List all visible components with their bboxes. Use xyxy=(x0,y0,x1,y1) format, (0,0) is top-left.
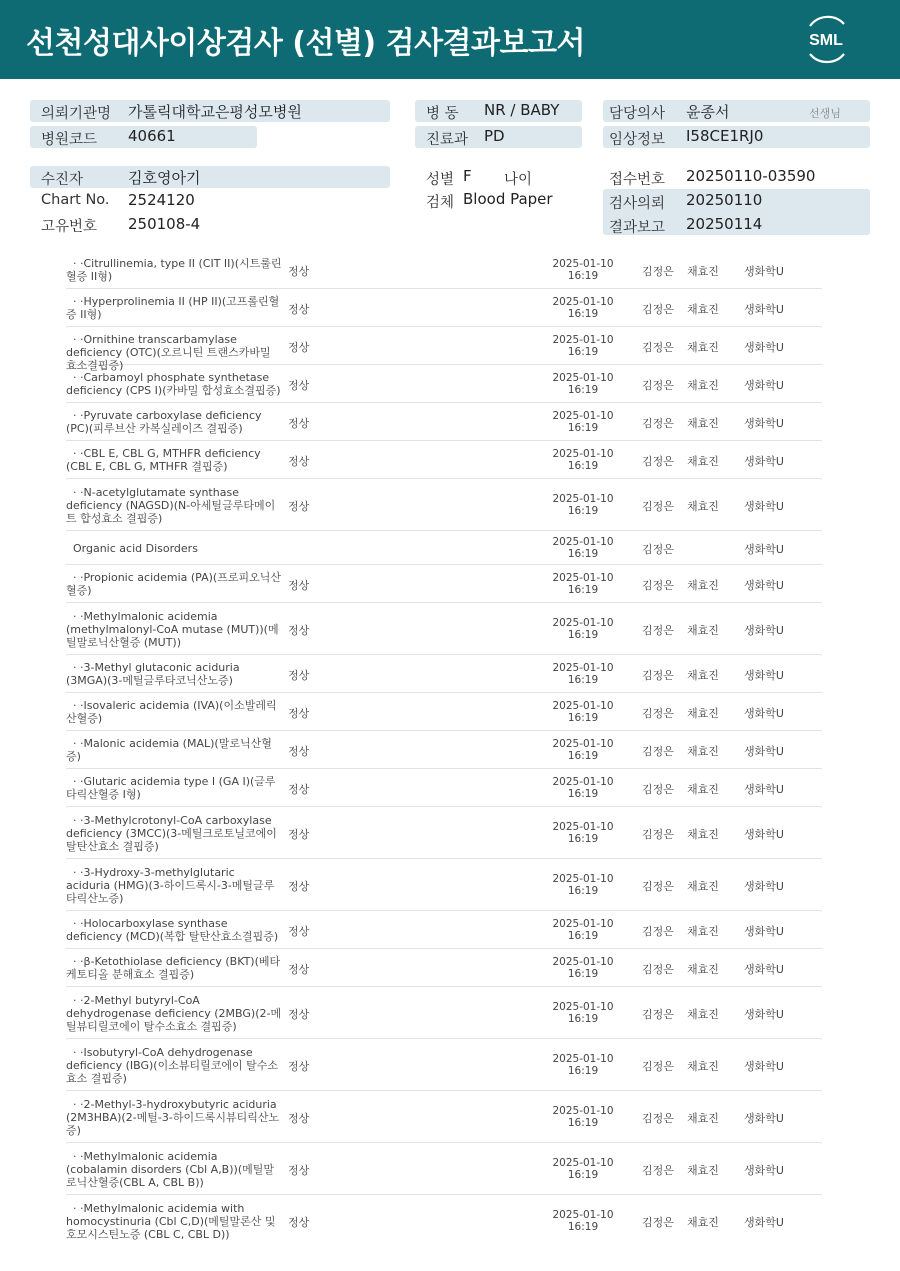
lab-department: 생화학U xyxy=(744,1216,784,1229)
lab-department: 생화학U xyxy=(744,455,784,468)
department-label: 진료과 xyxy=(426,132,469,148)
result-row xyxy=(66,365,822,403)
result-time: 16:19 xyxy=(567,460,599,472)
lab-department: 생화학U xyxy=(744,783,784,796)
request-date-value: 20250110 xyxy=(686,191,763,209)
reviewer-name: 채효진 xyxy=(687,1008,719,1021)
result-time: 16:19 xyxy=(567,712,599,724)
result-row xyxy=(66,327,822,372)
lab-department: 생화학U xyxy=(744,880,784,893)
test-result: 정상 xyxy=(288,265,310,278)
clinical-info-value: I58CE1RJ0 xyxy=(686,127,764,145)
test-result: 정상 xyxy=(288,1008,310,1021)
result-time: 16:19 xyxy=(567,384,599,396)
test-result: 정상 xyxy=(288,624,310,637)
test-name: · ·β-Ketothiolase deficiency (BKT)(베타케토티올 분해효소 결핍증) xyxy=(66,955,281,981)
result-time: 16:19 xyxy=(567,548,599,560)
result-datetime xyxy=(550,738,616,762)
doctor-honorific: 선생님 xyxy=(809,107,841,120)
reviewer-name: 채효진 xyxy=(687,341,719,354)
result-row xyxy=(66,1195,822,1247)
result-time: 16:19 xyxy=(567,629,599,641)
receipt-no-value: 20250110-03590 xyxy=(686,167,816,185)
lab-department: 생화학U xyxy=(744,417,784,430)
patient-value: 김호영아기 xyxy=(128,169,201,187)
tester-name: 김정은 xyxy=(642,265,674,278)
lab-department: 생화학U xyxy=(744,828,784,841)
lab-department: 생화학U xyxy=(744,1164,784,1177)
result-time: 16:19 xyxy=(567,1065,599,1077)
doctor-value: 윤종서 xyxy=(686,103,730,121)
department-value: PD xyxy=(484,127,505,145)
test-result: 정상 xyxy=(288,1164,310,1177)
lab-department: 생화학U xyxy=(744,624,784,637)
test-name: · ·Pyruvate carboxylase deficiency (PC)(피루브산 카복실레이즈 결핍증) xyxy=(66,409,266,435)
result-datetime xyxy=(550,617,616,641)
result-row xyxy=(66,403,822,441)
test-name: · ·Ornithine transcarbamylase deficiency (OTC)(오르니틴 트랜스카바밀 효소결핍증) xyxy=(66,333,275,372)
lab-department: 생화학U xyxy=(744,265,784,278)
tester-name: 김정은 xyxy=(642,1060,674,1073)
reviewer-name: 채효진 xyxy=(687,265,719,278)
lab-department: 생화학U xyxy=(744,543,784,556)
result-row xyxy=(66,807,822,859)
test-name: · ·3-Methylcrotonyl-CoA carboxylase deficiency (3MCC)(3-메틸크로토닐코에이 탈탄산효소 결핍증) xyxy=(66,814,281,853)
tester-name: 김정은 xyxy=(642,745,674,758)
reviewer-name: 채효진 xyxy=(687,1112,719,1125)
result-date: 2025-01-10 xyxy=(552,776,614,788)
test-result: 정상 xyxy=(288,303,310,316)
test-result: 정상 xyxy=(288,579,310,592)
result-date: 2025-01-10 xyxy=(552,410,614,422)
test-result: 정상 xyxy=(288,455,310,468)
test-name: · ·2-Methyl butyryl-CoA dehydrogenase deficiency (2MBG)(2-메틸뷰티릴코에이 탈수소효소 결핍증) xyxy=(66,994,282,1033)
report-date-value: 20250114 xyxy=(686,215,763,233)
result-datetime xyxy=(550,1157,616,1181)
result-date: 2025-01-10 xyxy=(552,700,614,712)
result-date: 2025-01-10 xyxy=(552,258,614,270)
reviewer-name: 채효진 xyxy=(687,707,719,720)
lab-department: 생화학U xyxy=(744,925,784,938)
result-datetime xyxy=(550,821,616,845)
patient-label: 수진자 xyxy=(41,172,84,188)
hospital-code-value: 40661 xyxy=(128,127,176,145)
result-date: 2025-01-10 xyxy=(552,617,614,629)
tester-name: 김정은 xyxy=(642,579,674,592)
result-row xyxy=(66,1039,822,1091)
test-name: · ·Holocarboxylase synthase deficiency (MCD)(복합 탈탄산효소결핍증) xyxy=(66,917,279,943)
report-title: 선천성대사이상검사 (선별) 검사결과보고서 xyxy=(26,26,585,61)
sml-logo xyxy=(798,12,854,66)
lab-department: 생화학U xyxy=(744,303,784,316)
tester-name: 김정은 xyxy=(642,963,674,976)
test-result: 정상 xyxy=(288,500,310,513)
tester-name: 김정은 xyxy=(642,417,674,430)
result-datetime xyxy=(550,700,616,724)
result-time: 16:19 xyxy=(567,346,599,358)
test-result: 정상 xyxy=(288,379,310,392)
lab-department: 생화학U xyxy=(744,500,784,513)
test-result: 정상 xyxy=(288,707,310,720)
result-row xyxy=(66,251,822,289)
result-date: 2025-01-10 xyxy=(552,372,614,384)
tester-name: 김정은 xyxy=(642,455,674,468)
ward-value: NR / BABY xyxy=(484,101,560,119)
test-result: 정상 xyxy=(288,925,310,938)
result-time: 16:19 xyxy=(567,308,599,320)
result-row xyxy=(66,859,822,911)
test-name: · ·CBL E, CBL G, MTHFR deficiency (CBL E, CBL G, MTHFR 결핍증) xyxy=(66,447,265,473)
test-result: 정상 xyxy=(288,783,310,796)
result-datetime xyxy=(550,334,616,358)
result-datetime xyxy=(550,258,616,282)
reviewer-name: 채효진 xyxy=(687,669,719,682)
reviewer-name: 채효진 xyxy=(687,925,719,938)
result-date: 2025-01-10 xyxy=(552,918,614,930)
test-name: · ·Carbamoyl phosphate synthetase deficiency (CPS I)(카바밀 합성효소결핍증) xyxy=(66,371,281,397)
reviewer-name: 채효진 xyxy=(687,303,719,316)
result-row xyxy=(66,731,822,769)
result-datetime xyxy=(550,662,616,686)
reviewer-name: 채효진 xyxy=(687,379,719,392)
result-row xyxy=(66,769,822,807)
result-date: 2025-01-10 xyxy=(552,448,614,460)
result-datetime xyxy=(550,1053,616,1077)
tester-name: 김정은 xyxy=(642,880,674,893)
patient-band xyxy=(30,166,390,188)
institution-value: 가톨릭대학교은평성모병원 xyxy=(128,103,302,121)
result-row xyxy=(66,1143,822,1195)
specimen-label: 검체 xyxy=(426,195,455,211)
test-name: Organic acid Disorders xyxy=(66,542,198,555)
result-row xyxy=(66,911,822,949)
result-time: 16:19 xyxy=(567,750,599,762)
result-date: 2025-01-10 xyxy=(552,956,614,968)
result-row xyxy=(66,1091,822,1143)
age-label: 나이 xyxy=(504,172,533,188)
result-time: 16:19 xyxy=(567,1013,599,1025)
test-name: · ·Methylmalonic acidemia (methylmalonyl-CoA mutase (MUT))(메틸말로닉산혈증 (MUT)) xyxy=(66,610,279,649)
test-name: · ·Methylmalonic acidemia with homocystinuria (Cbl C,D)(메틸말론산 및 호모시스틴노증 (CBL C, CBL D)) xyxy=(66,1202,280,1241)
tester-name: 김정은 xyxy=(642,1112,674,1125)
result-datetime xyxy=(550,1001,616,1025)
unique-no-value: 250108-4 xyxy=(128,215,201,233)
ward-label: 병 동 xyxy=(426,106,459,122)
sex-value: F xyxy=(463,167,472,185)
result-datetime xyxy=(550,776,616,800)
lab-department: 생화학U xyxy=(744,379,784,392)
reviewer-name: 채효진 xyxy=(687,624,719,637)
report-header xyxy=(0,0,900,79)
reviewer-name: 채효진 xyxy=(687,963,719,976)
tester-name: 김정은 xyxy=(642,669,674,682)
test-result: 정상 xyxy=(288,828,310,841)
test-result: 정상 xyxy=(288,1216,310,1229)
result-time: 16:19 xyxy=(567,968,599,980)
test-name: · ·Hyperprolinemia II (HP II)(고프롤린혈증 II형) xyxy=(66,295,280,321)
test-name: · ·Methylmalonic acidemia (cobalamin disorders (Cbl A,B))(메틸말로닉산혈증(CBL A, CBL B)) xyxy=(66,1150,274,1189)
reviewer-name: 채효진 xyxy=(687,828,719,841)
test-result: 정상 xyxy=(288,669,310,682)
result-time: 16:19 xyxy=(567,1221,599,1233)
tester-name: 김정은 xyxy=(642,1008,674,1021)
result-date: 2025-01-10 xyxy=(552,821,614,833)
result-row xyxy=(66,603,822,655)
test-result: 정상 xyxy=(288,880,310,893)
tester-name: 김정은 xyxy=(642,500,674,513)
result-date: 2025-01-10 xyxy=(552,1105,614,1117)
patient-info xyxy=(0,95,900,240)
result-date: 2025-01-10 xyxy=(552,662,614,674)
reviewer-name: 채효진 xyxy=(687,880,719,893)
result-date: 2025-01-10 xyxy=(552,536,614,548)
lab-department: 생화학U xyxy=(744,669,784,682)
chart-no-value: 2524120 xyxy=(128,191,195,209)
test-result: 정상 xyxy=(288,1060,310,1073)
doctor-label: 담당의사 xyxy=(609,106,666,122)
test-name: · ·Isobutyryl-CoA dehydrogenase deficiency (IBG)(이소뷰티릴코에이 탈수소효소 결핍증) xyxy=(66,1046,278,1085)
reviewer-name: 채효진 xyxy=(687,455,719,468)
result-date: 2025-01-10 xyxy=(552,1157,614,1169)
result-date: 2025-01-10 xyxy=(552,334,614,346)
sex-label: 성별 xyxy=(426,172,455,188)
test-name: · ·Malonic acidemia (MAL)(말로닉산혈증) xyxy=(66,737,272,763)
result-row xyxy=(66,565,822,603)
tester-name: 김정은 xyxy=(642,1164,674,1177)
result-time: 16:19 xyxy=(567,674,599,686)
test-name: · ·Isovaleric acidemia (IVA)(이소발레릭산혈증) xyxy=(66,699,277,725)
tester-name: 김정은 xyxy=(642,543,674,556)
reviewer-name: 채효진 xyxy=(687,1216,719,1229)
report-date-label: 결과보고 xyxy=(609,220,666,236)
result-datetime xyxy=(550,956,616,980)
result-date: 2025-01-10 xyxy=(552,1001,614,1013)
specimen-value: Blood Paper xyxy=(463,190,553,208)
tester-name: 김정은 xyxy=(642,1216,674,1229)
unique-no-label: 고유번호 xyxy=(41,219,98,235)
lab-department: 생화학U xyxy=(744,963,784,976)
result-time: 16:19 xyxy=(567,833,599,845)
test-result: 정상 xyxy=(288,745,310,758)
chart-no-label: Chart No. xyxy=(41,192,110,208)
reviewer-name: 채효진 xyxy=(687,783,719,796)
reviewer-name: 채효진 xyxy=(687,417,719,430)
reviewer-name: 채효진 xyxy=(687,745,719,758)
test-name: · ·N-acetylglutamate synthase deficiency (NAGSD)(N-아세틸글루타메이트 합성효소 결핍증) xyxy=(66,486,276,525)
result-date: 2025-01-10 xyxy=(552,1209,614,1221)
result-time: 16:19 xyxy=(567,270,599,282)
test-result: 정상 xyxy=(288,963,310,976)
receipt-no-label: 접수번호 xyxy=(609,172,666,188)
hospital-code-label: 병원코드 xyxy=(41,132,98,148)
tester-name: 김정은 xyxy=(642,828,674,841)
test-name: · ·2-Methyl-3-hydroxybutyric aciduria (2M3HBA)(2-메틸-3-하이드록시뷰티릭산노증) xyxy=(66,1098,281,1137)
tester-name: 김정은 xyxy=(642,379,674,392)
tester-name: 김정은 xyxy=(642,783,674,796)
result-row xyxy=(66,949,822,987)
result-datetime xyxy=(550,1105,616,1129)
result-datetime xyxy=(550,410,616,434)
test-result: 정상 xyxy=(288,417,310,430)
result-time: 16:19 xyxy=(567,788,599,800)
result-time: 16:19 xyxy=(567,505,599,517)
result-datetime xyxy=(550,918,616,942)
test-result: 정상 xyxy=(288,341,310,354)
reviewer-name: 채효진 xyxy=(687,500,719,513)
result-date: 2025-01-10 xyxy=(552,572,614,584)
result-row xyxy=(66,655,822,693)
result-date: 2025-01-10 xyxy=(552,296,614,308)
result-date: 2025-01-10 xyxy=(552,873,614,885)
result-row xyxy=(66,479,822,531)
reviewer-name: 채효진 xyxy=(687,579,719,592)
lab-department: 생화학U xyxy=(744,1112,784,1125)
result-date: 2025-01-10 xyxy=(552,738,614,750)
result-time: 16:19 xyxy=(567,584,599,596)
reviewer-name: 채효진 xyxy=(687,1060,719,1073)
lab-department: 생화학U xyxy=(744,341,784,354)
lab-department: 생화학U xyxy=(744,745,784,758)
result-row xyxy=(66,289,822,327)
result-time: 16:19 xyxy=(567,930,599,942)
lab-department: 생화학U xyxy=(744,1008,784,1021)
result-row xyxy=(66,987,822,1039)
logo-text: SML xyxy=(809,32,843,49)
result-time: 16:19 xyxy=(567,1169,599,1181)
tester-name: 김정은 xyxy=(642,925,674,938)
result-time: 16:19 xyxy=(567,1117,599,1129)
reviewer-name: 채효진 xyxy=(687,1164,719,1177)
result-datetime xyxy=(550,448,616,472)
request-date-label: 검사의뢰 xyxy=(609,196,666,212)
lab-department: 생화학U xyxy=(744,1060,784,1073)
result-datetime xyxy=(550,572,616,596)
lab-department: 생화학U xyxy=(744,707,784,720)
tester-name: 김정은 xyxy=(642,624,674,637)
test-result: 정상 xyxy=(288,1112,310,1125)
result-date: 2025-01-10 xyxy=(552,1053,614,1065)
result-time: 16:19 xyxy=(567,422,599,434)
result-datetime xyxy=(550,493,616,517)
result-date: 2025-01-10 xyxy=(552,493,614,505)
clinical-info-label: 임상정보 xyxy=(609,132,666,148)
result-row xyxy=(66,441,822,479)
result-datetime xyxy=(550,1209,616,1233)
tester-name: 김정은 xyxy=(642,707,674,720)
results-list xyxy=(66,251,822,1247)
test-name: · ·3-Hydroxy-3-methylglutaric aciduria (HMG)(3-하이드록시-3-메틸글루타릭산노증) xyxy=(66,866,275,905)
lab-department: 생화학U xyxy=(744,579,784,592)
result-datetime xyxy=(550,536,616,560)
result-time: 16:19 xyxy=(567,885,599,897)
tester-name: 김정은 xyxy=(642,303,674,316)
result-datetime xyxy=(550,873,616,897)
result-datetime xyxy=(550,372,616,396)
test-name: · ·Citrullinemia, type II (CIT II)(시트룰린혈증 II형) xyxy=(66,257,282,283)
test-name: · ·Propionic acidemia (PA)(프로피오닉산혈증) xyxy=(66,571,281,597)
institution-label: 의뢰기관명 xyxy=(41,106,112,122)
result-row xyxy=(66,531,822,565)
test-name: · ·3-Methyl glutaconic aciduria (3MGA)(3-메틸글루타코닉산노증) xyxy=(66,661,244,687)
result-row xyxy=(66,693,822,731)
tester-name: 김정은 xyxy=(642,341,674,354)
test-name: · ·Glutaric acidemia type I (GA I)(글루타릭산혈증 I형) xyxy=(66,775,276,801)
result-datetime xyxy=(550,296,616,320)
